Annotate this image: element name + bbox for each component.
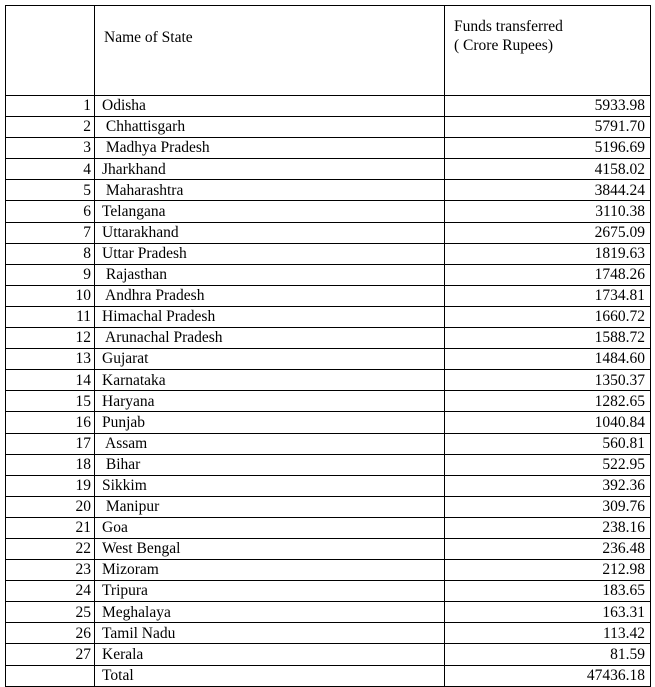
table-header-row bbox=[6, 6, 651, 96]
row-number-cell: 3 bbox=[6, 138, 95, 159]
row-state-cell: Himachal Pradesh bbox=[95, 306, 445, 327]
row-funds-cell: 81.59 bbox=[445, 644, 651, 665]
table-row bbox=[6, 264, 651, 285]
row-state-cell: Sikkim bbox=[95, 475, 445, 496]
table-row bbox=[6, 243, 651, 264]
table-row bbox=[6, 306, 651, 327]
row-state-cell: Uttarakhand bbox=[95, 222, 445, 243]
header-funds-label-line1: Funds transferred bbox=[454, 18, 563, 35]
row-number-cell: 9 bbox=[6, 264, 95, 285]
row-funds-cell: 5791.70 bbox=[445, 117, 651, 138]
row-number-cell: 4 bbox=[6, 159, 95, 180]
row-funds-cell: 4158.02 bbox=[445, 159, 651, 180]
row-number-cell: 8 bbox=[6, 243, 95, 264]
row-number-cell: 24 bbox=[6, 581, 95, 602]
row-state-cell: Assam bbox=[95, 433, 445, 454]
header-number-cell bbox=[6, 6, 95, 96]
row-number-cell: 5 bbox=[6, 180, 95, 201]
table-row bbox=[6, 222, 651, 243]
row-state-cell: Kerala bbox=[95, 644, 445, 665]
row-funds-cell: 3110.38 bbox=[445, 201, 651, 222]
table-row bbox=[6, 560, 651, 581]
total-funds-cell: 47436.18 bbox=[445, 665, 651, 686]
row-state-cell: Manipur bbox=[95, 496, 445, 517]
row-number-cell: 16 bbox=[6, 412, 95, 433]
row-state-cell: Chhattisgarh bbox=[95, 117, 445, 138]
row-funds-cell: 1734.81 bbox=[445, 285, 651, 306]
table-row bbox=[6, 412, 651, 433]
row-state-cell: Punjab bbox=[95, 412, 445, 433]
row-funds-cell: 238.16 bbox=[445, 517, 651, 538]
table-row bbox=[6, 538, 651, 559]
row-funds-cell: 1350.37 bbox=[445, 370, 651, 391]
row-state-cell: Goa bbox=[95, 517, 445, 538]
table-row bbox=[6, 370, 651, 391]
row-funds-cell: 392.36 bbox=[445, 475, 651, 496]
row-number-cell: 23 bbox=[6, 560, 95, 581]
row-number-cell: 27 bbox=[6, 644, 95, 665]
table-row bbox=[6, 201, 651, 222]
table-row bbox=[6, 433, 651, 454]
row-funds-cell: 236.48 bbox=[445, 538, 651, 559]
row-state-cell: Karnataka bbox=[95, 370, 445, 391]
header-state-cell bbox=[95, 6, 445, 96]
row-state-cell: Tamil Nadu bbox=[95, 623, 445, 644]
row-funds-cell: 522.95 bbox=[445, 454, 651, 475]
table-row bbox=[6, 180, 651, 201]
row-funds-cell: 2675.09 bbox=[445, 222, 651, 243]
row-funds-cell: 3844.24 bbox=[445, 180, 651, 201]
row-funds-cell: 5933.98 bbox=[445, 96, 651, 117]
table-row bbox=[6, 285, 651, 306]
row-state-cell: Uttar Pradesh bbox=[95, 243, 445, 264]
row-funds-cell: 1484.60 bbox=[445, 349, 651, 370]
row-state-cell: Bihar bbox=[95, 454, 445, 475]
header-funds-label-line2: ( Crore Rupees) bbox=[454, 36, 553, 54]
row-number-cell: 20 bbox=[6, 496, 95, 517]
table-row bbox=[6, 454, 651, 475]
header-state-label: Name of State bbox=[104, 29, 193, 46]
row-state-cell: Mizoram bbox=[95, 560, 445, 581]
row-number-cell: 2 bbox=[6, 117, 95, 138]
row-number-cell: 26 bbox=[6, 623, 95, 644]
row-state-cell: Tripura bbox=[95, 581, 445, 602]
row-number-cell: 19 bbox=[6, 475, 95, 496]
row-funds-cell: 1819.63 bbox=[445, 243, 651, 264]
table-row bbox=[6, 475, 651, 496]
row-number-cell: 7 bbox=[6, 222, 95, 243]
row-funds-cell: 560.81 bbox=[445, 433, 651, 454]
table-row bbox=[6, 517, 651, 538]
table-row bbox=[6, 328, 651, 349]
table-row bbox=[6, 96, 651, 117]
row-state-cell: Haryana bbox=[95, 391, 445, 412]
row-number-cell: 17 bbox=[6, 433, 95, 454]
row-state-cell: West Bengal bbox=[95, 538, 445, 559]
row-state-cell: Odisha bbox=[95, 96, 445, 117]
table-row bbox=[6, 159, 651, 180]
row-state-cell: Telangana bbox=[95, 201, 445, 222]
row-number-cell: 18 bbox=[6, 454, 95, 475]
row-number-cell: 6 bbox=[6, 201, 95, 222]
row-state-cell: Gujarat bbox=[95, 349, 445, 370]
row-funds-cell: 1660.72 bbox=[445, 306, 651, 327]
row-number-cell: 10 bbox=[6, 285, 95, 306]
table-row bbox=[6, 644, 651, 665]
row-number-cell: 22 bbox=[6, 538, 95, 559]
table-row bbox=[6, 138, 651, 159]
row-funds-cell: 309.76 bbox=[445, 496, 651, 517]
row-state-cell: Rajasthan bbox=[95, 264, 445, 285]
row-state-cell: Meghalaya bbox=[95, 602, 445, 623]
row-number-cell: 11 bbox=[6, 306, 95, 327]
row-funds-cell: 1040.84 bbox=[445, 412, 651, 433]
row-number-cell: 21 bbox=[6, 517, 95, 538]
funds-table-body bbox=[6, 6, 651, 687]
table-row bbox=[6, 349, 651, 370]
table-row bbox=[6, 623, 651, 644]
table-row bbox=[6, 602, 651, 623]
header-funds-cell bbox=[445, 6, 651, 96]
row-funds-cell: 212.98 bbox=[445, 560, 651, 581]
table-row bbox=[6, 117, 651, 138]
table-row bbox=[6, 581, 651, 602]
row-state-cell: Andhra Pradesh bbox=[95, 285, 445, 306]
row-funds-cell: 1748.26 bbox=[445, 264, 651, 285]
row-number-cell: 13 bbox=[6, 349, 95, 370]
row-number-cell: 12 bbox=[6, 328, 95, 349]
row-funds-cell: 183.65 bbox=[445, 581, 651, 602]
table-row bbox=[6, 496, 651, 517]
row-funds-cell: 1282.65 bbox=[445, 391, 651, 412]
row-state-cell: Arunachal Pradesh bbox=[95, 328, 445, 349]
row-funds-cell: 1588.72 bbox=[445, 328, 651, 349]
row-funds-cell: 163.31 bbox=[445, 602, 651, 623]
row-funds-cell: 113.42 bbox=[445, 623, 651, 644]
row-funds-cell: 5196.69 bbox=[445, 138, 651, 159]
funds-table bbox=[5, 5, 651, 687]
row-number-cell: 14 bbox=[6, 370, 95, 391]
row-number-cell: 15 bbox=[6, 391, 95, 412]
row-state-cell: Madhya Pradesh bbox=[95, 138, 445, 159]
row-number-cell: 1 bbox=[6, 96, 95, 117]
total-label-cell: Total bbox=[95, 665, 445, 686]
row-state-cell: Maharashtra bbox=[95, 180, 445, 201]
row-number-cell: 25 bbox=[6, 602, 95, 623]
row-state-cell: Jharkhand bbox=[95, 159, 445, 180]
table-row bbox=[6, 391, 651, 412]
